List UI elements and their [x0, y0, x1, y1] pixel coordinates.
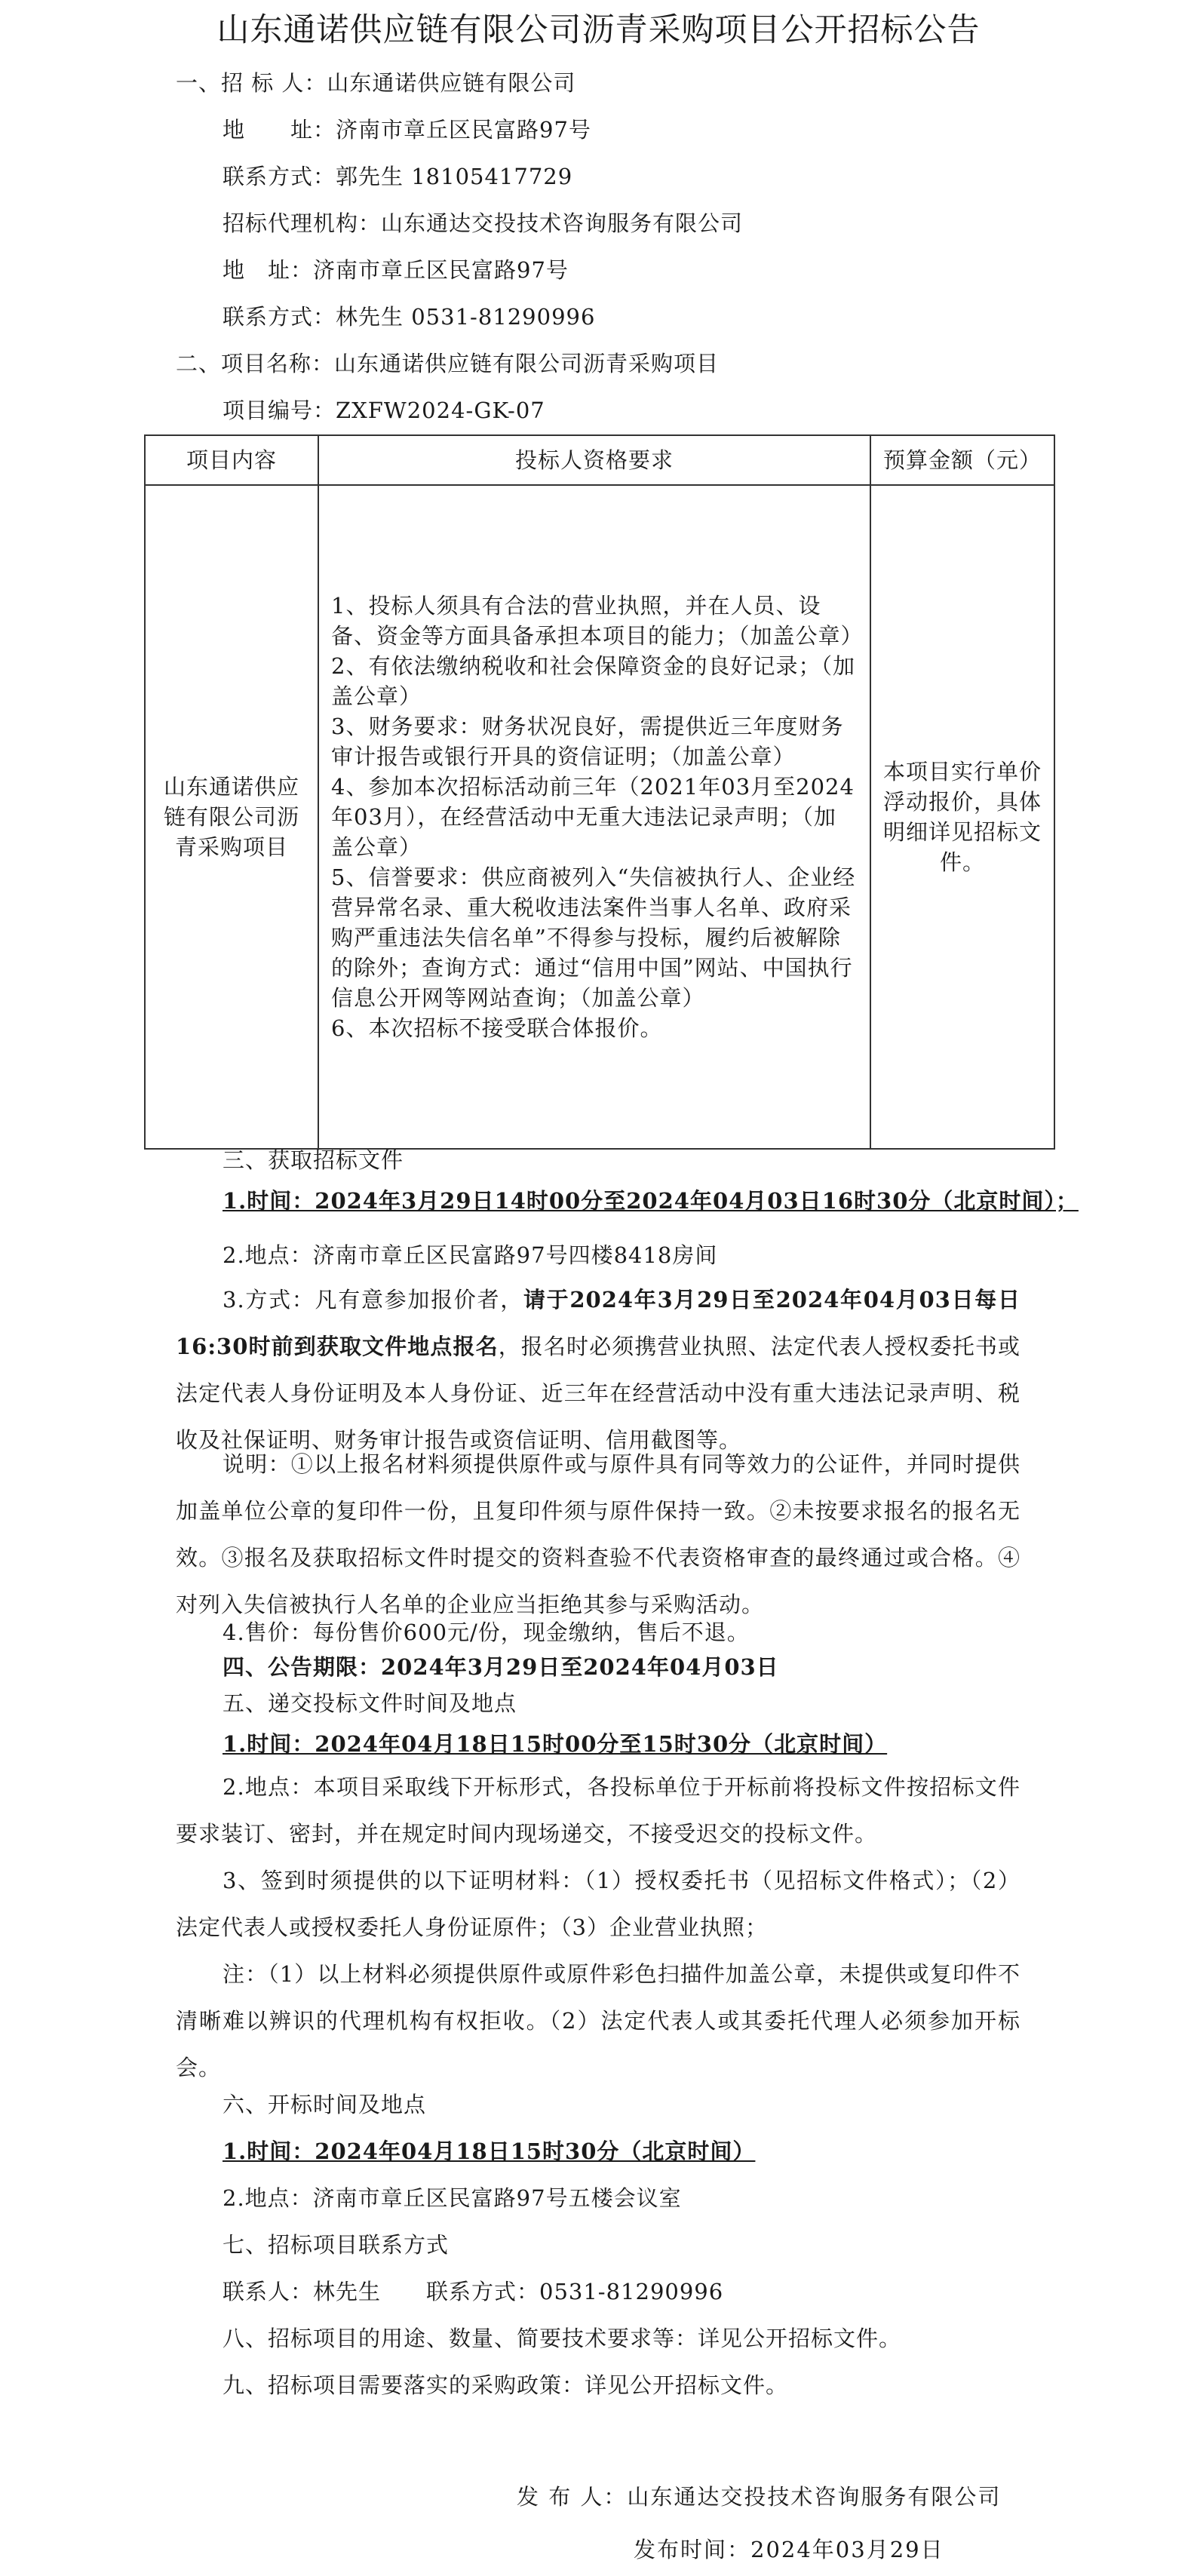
- contact-line: 联系人：林先生 联系方式：0531-81290996: [223, 2279, 724, 2304]
- tenderer-contact: 联系方式：郭先生 18105417729: [223, 164, 573, 189]
- requirement-item: 1、投标人须具有合法的营业执照，并在人员、设备、资金等方面具备承担本项目的能力；（加盖公章）: [331, 593, 864, 649]
- notice-period: 四、公告期限：2024年3月29日至2024年04月03日: [223, 1654, 779, 1680]
- requirements-table: [144, 434, 1055, 1150]
- project-number: 项目编号：ZXFW2024-GK-07: [223, 398, 545, 423]
- opening-time-text: 1.时间：2024年04月18日15时30分（北京时间）: [223, 2138, 756, 2164]
- obtain-method-detail: ，报名时必须携营业执照、法定代表人授权委托书或法定代表人身份证明及本人身份证、近三年在经营活动中没有重大违法记录声明、税收及社保证明、财务审计报告或资信证明、信用截图等。: [176, 1334, 1021, 1453]
- submit-note: 注：（1）以上材料必须提供原件或原件彩色扫描件加盖公章，未提供或复印件不清晰难以辨识的代理机构有权拒收。（2）法定代表人或其委托代理人必须参加开标会。: [176, 1961, 1021, 2080]
- table-row: [145, 485, 1054, 1149]
- agency-address: 地 址：济南市章丘区民富路97号: [223, 257, 569, 283]
- signin-materials: 3、签到时须提供的以下证明材料：（1）授权委托书（见招标文件格式）；（2）法定代表人或授权委托人身份证原件；（3）企业营业执照；: [176, 1868, 1021, 1940]
- section5-heading: 五、递交投标文件时间及地点: [223, 1690, 517, 1716]
- cell-requirements: [318, 485, 870, 1149]
- section3-heading: 三、获取招标文件: [223, 1147, 404, 1173]
- section8-heading: 八、招标项目的用途、数量、简要技术要求等：详见公开招标文件。: [223, 2326, 902, 2351]
- page-title: 山东通诺供应链有限公司沥青采购项目公开招标公告: [216, 11, 981, 49]
- project-name: 二、项目名称：山东通诺供应链有限公司沥青采购项目: [176, 351, 720, 376]
- header-budget: 预算金额（元）: [870, 435, 1054, 485]
- section9-heading: 九、招标项目需要落实的采购政策：详见公开招标文件。: [223, 2372, 789, 2398]
- cell-budget: 本项目实行单价浮动报价，具体明细详见招标文件。: [870, 485, 1054, 1149]
- agency-contact: 联系方式：林先生 0531-81290996: [223, 304, 596, 330]
- tenderer-line: 一、招 标 人：山东通诺供应链有限公司: [176, 70, 576, 96]
- publisher: 发 布 人：山东通达交投技术咨询服务有限公司: [517, 2484, 1002, 2510]
- requirement-item: 4、参加本次招标活动前三年（2021年03月至2024年03月），在经营活动中无重大违法记录声明；（加盖公章）: [331, 774, 855, 860]
- requirement-item: 6、本次招标不接受联合体报价。: [331, 1015, 663, 1041]
- obtain-method-deadline: 请于2024年3月29日至2024年04月03日每日16:30时前到获取文件地点报名: [176, 1287, 1021, 1359]
- submit-time: [223, 1729, 887, 1759]
- sale-price: 4.售价：每份售价600元/份，现金缴纳，售后不退。: [223, 1620, 750, 1645]
- header-qualification: 投标人资格要求: [318, 435, 870, 485]
- agency-name: 招标代理机构：山东通达交投技术咨询服务有限公司: [223, 210, 744, 236]
- obtain-time-text: 1.时间：2024年3月29日14时00分至2024年04月03日16时30分（北京时间）；: [223, 1188, 1079, 1214]
- cell-project-name: 山东通诺供应链有限公司沥青采购项目: [145, 485, 318, 1149]
- tenderer-address: 地 址：济南市章丘区民富路97号: [223, 117, 591, 143]
- table-header-row: [145, 435, 1054, 485]
- obtain-method-prefix: 3.方式：凡有意参加报价者，: [223, 1287, 523, 1313]
- publish-date: 发布时间：2024年03月29日: [634, 2537, 944, 2562]
- obtain-method: [176, 1276, 1021, 1463]
- obtain-note: 说明：①以上报名材料须提供原件或与原件具有同等效力的公证件，并同时提供加盖单位公章的复印件一份，且复印件须与原件保持一致。②未按要求报名的报名无效。③报名及获取招标文件时提交的资料查验不代表资格审查的最终通过或合格。④对列入失信被执行人名单的企业应当拒绝其参与采购活动。: [176, 1451, 1021, 1617]
- requirement-item: 2、有依法缴纳税收和社会保障资金的良好记录；（加盖公章）: [331, 653, 855, 709]
- obtain-time: [223, 1186, 1079, 1216]
- opening-time: [223, 2136, 755, 2166]
- obtain-place: 2.地点：济南市章丘区民富路97号四楼8418房间: [223, 1242, 718, 1268]
- opening-place: 2.地点：济南市章丘区民富路97号五楼会议室: [223, 2185, 682, 2211]
- requirement-item: 5、信誉要求：供应商被列入“失信被执行人、企业经营异常名录、重大税收违法案件当事人名单、政府采购严重违法失信名单”不得参与投标，履约后被解除的除外；查询方式：通过“信用中国”网站、中国执行信息公开网等网站查询；（加盖公章）: [331, 864, 856, 1011]
- section6-heading: 六、开标时间及地点: [223, 2092, 427, 2117]
- section7-heading: 七、招标项目联系方式: [223, 2232, 450, 2258]
- submit-time-text: 1.时间：2024年04月18日15时00分至15时30分（北京时间）: [223, 1731, 888, 1757]
- requirement-item: 3、财务要求：财务状况良好，需提供近三年度财务审计报告或银行开具的资信证明；（加盖公章）: [331, 714, 844, 769]
- header-project-content: 项目内容: [145, 435, 318, 485]
- submit-place: 2.地点：本项目采取线下开标形式，各投标单位于开标前将投标文件按招标文件要求装订、密封，并在规定时间内现场递交，不接受迟交的投标文件。: [176, 1774, 1021, 1847]
